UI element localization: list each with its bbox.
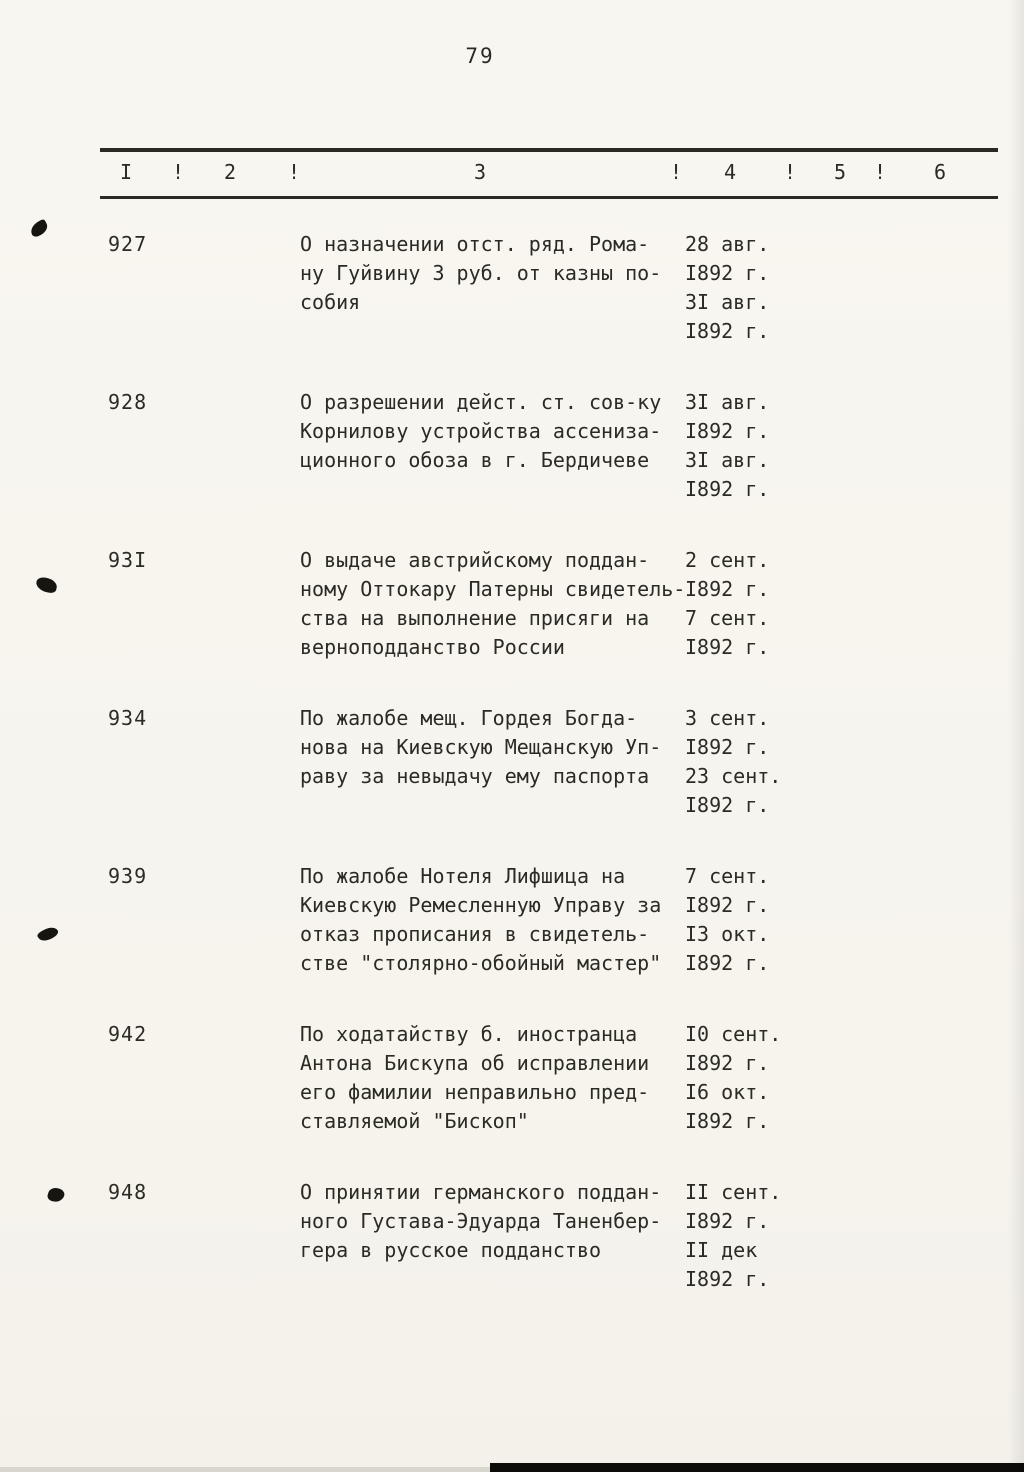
entry-date-line: I892 г. bbox=[685, 261, 770, 285]
entry-row-948 bbox=[0, 1180, 1024, 1296]
header-col-3: 3 bbox=[474, 160, 487, 184]
entry-description-line: ного Густава-Эдуарда Таненбер- bbox=[300, 1209, 662, 1233]
page-number: 79 bbox=[465, 44, 495, 68]
entry-date-line: 3I авг. bbox=[685, 390, 770, 414]
entry-description-line: По ходатайству б. иностранца bbox=[300, 1022, 638, 1046]
entry-description-line: ну Гуйвину 3 руб. от казны по- bbox=[300, 261, 662, 285]
entry-description-line: По жалобе Нотеля Лифшица на bbox=[300, 864, 626, 888]
entry-date-line: I892 г. bbox=[685, 1051, 770, 1075]
header-col-1: I bbox=[120, 160, 133, 184]
entry-row-927 bbox=[0, 232, 1024, 348]
header-col-5: 5 bbox=[834, 160, 847, 184]
entry-date-line: I892 г. bbox=[685, 735, 770, 759]
entry-date-line: 7 сент. bbox=[685, 606, 770, 630]
entry-date-line: I892 г. bbox=[685, 477, 770, 501]
entry-lines bbox=[300, 390, 1024, 506]
entry-date-line: I892 г. bbox=[685, 577, 770, 601]
entry-description-line: О назначении отст. ряд. Рома- bbox=[300, 232, 650, 256]
entry-row-942 bbox=[0, 1022, 1024, 1138]
entry-date-line: 2 сент. bbox=[685, 548, 770, 572]
entry-description-line: О принятии германского поддан- bbox=[300, 1180, 662, 1204]
entry-date-line: 23 сент. bbox=[685, 764, 782, 788]
entry-number: 93I bbox=[108, 548, 148, 572]
entry-number: 942 bbox=[108, 1022, 148, 1046]
entry-number: 948 bbox=[108, 1180, 148, 1204]
entry-description-line: Антона Бискупа об исправлении bbox=[300, 1051, 650, 1075]
entry-description-line: раву за невыдачу ему паспорта bbox=[300, 764, 650, 788]
entry-description-line: По жалобе мещ. Гордея Богда- bbox=[300, 706, 638, 730]
entry-number: 939 bbox=[108, 864, 148, 888]
entry-lines bbox=[300, 548, 1024, 664]
scan-edge-artifact bbox=[0, 1467, 490, 1472]
entry-description-line: ства на выполнение присяги на bbox=[300, 606, 650, 630]
entry-description-line: ному Оттокару Патерны свидетель- bbox=[300, 577, 686, 601]
entry-row-934 bbox=[0, 706, 1024, 822]
scan-edge-black-bar bbox=[490, 1463, 1024, 1472]
entry-date-line: I892 г. bbox=[685, 793, 770, 817]
entry-date-line: II сент. bbox=[685, 1180, 782, 1204]
entry-description-line: отказ прописания в свидетель- bbox=[300, 922, 650, 946]
entry-number: 927 bbox=[108, 232, 148, 256]
entry-description-line: О разрешении дейст. ст. сов-ку bbox=[300, 390, 662, 414]
entry-date-line: I892 г. bbox=[685, 319, 770, 343]
entry-date-line: I0 сент. bbox=[685, 1022, 782, 1046]
entry-lines bbox=[300, 232, 1024, 348]
header-col-6: 6 bbox=[934, 160, 947, 184]
entry-row-939 bbox=[0, 864, 1024, 980]
entry-date-line: I892 г. bbox=[685, 1267, 770, 1291]
entry-date-line: II дек bbox=[685, 1238, 758, 1262]
entry-date-line: 3 сент. bbox=[685, 706, 770, 730]
header-separator: ! bbox=[874, 160, 887, 184]
entry-row-931 bbox=[0, 548, 1024, 664]
header-separator: ! bbox=[670, 160, 683, 184]
entry-date-line: 3I авг. bbox=[685, 290, 770, 314]
entries-list bbox=[0, 232, 1024, 1338]
entry-lines bbox=[300, 706, 1024, 822]
header-col-2: 2 bbox=[224, 160, 237, 184]
entry-description-line: стве "столярно-обойный мастер" bbox=[300, 951, 662, 975]
entry-date-line: 7 сент. bbox=[685, 864, 770, 888]
entry-date-line: I892 г. bbox=[685, 1109, 770, 1133]
entry-description-line: его фамилии неправильно пред- bbox=[300, 1080, 650, 1104]
entry-lines bbox=[300, 1022, 1024, 1138]
header-separator: ! bbox=[172, 160, 185, 184]
header-separator: ! bbox=[288, 160, 301, 184]
header-col-4: 4 bbox=[724, 160, 737, 184]
entry-row-928 bbox=[0, 390, 1024, 506]
entry-description-line: нова на Киевскую Мещанскую Уп- bbox=[300, 735, 662, 759]
entry-number: 928 bbox=[108, 390, 148, 414]
entry-description-line: собия bbox=[300, 290, 361, 314]
entry-date-line: 3I авг. bbox=[685, 448, 770, 472]
table-header bbox=[100, 148, 998, 199]
entry-number: 934 bbox=[108, 706, 148, 730]
header-separator: ! bbox=[784, 160, 797, 184]
entry-lines bbox=[300, 864, 1024, 980]
entry-date-line: I6 окт. bbox=[685, 1080, 770, 1104]
entry-lines bbox=[300, 1180, 1024, 1296]
entry-description-line: Корнилову устройства ассениза- bbox=[300, 419, 662, 443]
entry-date-line: I3 окт. bbox=[685, 922, 770, 946]
entry-description-line: гера в русское подданство bbox=[300, 1238, 602, 1262]
entry-description-line: ционного обоза в г. Бердичеве bbox=[300, 448, 650, 472]
entry-date-line: I892 г. bbox=[685, 635, 770, 659]
entry-description-line: Киевскую Ремесленную Управу за bbox=[300, 893, 662, 917]
entry-description-line: О выдаче австрийскому поддан- bbox=[300, 548, 650, 572]
entry-date-line: I892 г. bbox=[685, 1209, 770, 1233]
entry-description-line: ставляемой "Бископ" bbox=[300, 1109, 529, 1133]
entry-date-line: I892 г. bbox=[685, 419, 770, 443]
entry-description-line: верноподданство России bbox=[300, 635, 565, 659]
entry-date-line: 28 авг. bbox=[685, 232, 770, 256]
entry-date-line: I892 г. bbox=[685, 951, 770, 975]
entry-date-line: I892 г. bbox=[685, 893, 770, 917]
